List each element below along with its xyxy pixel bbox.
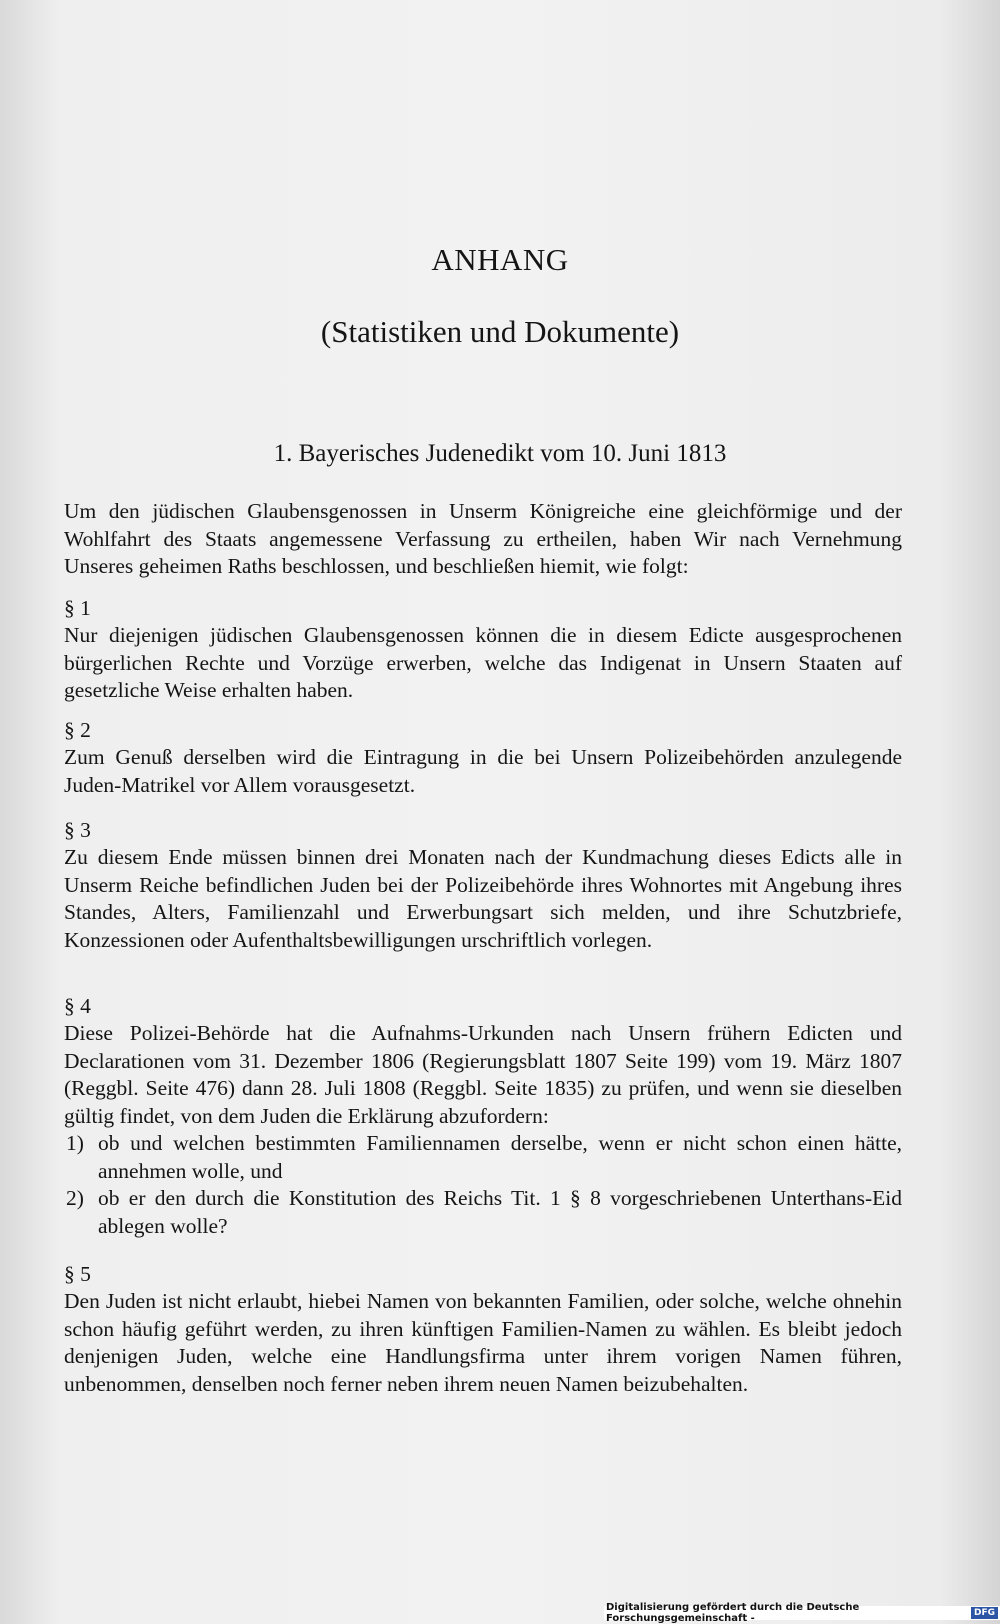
section-mark-2: § 2	[64, 718, 91, 742]
intro-paragraph: Um den jüdischen Glaubensgenossen in Unserm Königreiche eine gleichförmige und der Wohlfahrt des Staats angemessene Verfassung zu ertheilen, haben Wir nach Vernehmung Unseres geheimen Raths beschlossen, und beschließen hiemit, wie folgt:	[64, 499, 902, 578]
page-subtitle: (Statistiken und Dokumente)	[320, 314, 680, 349]
section-mark-5: § 5	[64, 1262, 91, 1286]
section-mark-4: § 4	[64, 994, 91, 1018]
list-item	[66, 1185, 902, 1240]
list-item-text: ob er den durch die Konstitution des Reichs Tit. 1 § 8 vorgeschriebenen Unterthans-Eid ablegen wolle?	[98, 1186, 902, 1238]
page-title: ANHANG	[431, 242, 569, 277]
list-item-text: ob und welchen bestimmten Familiennamen derselbe, wenn er nicht schon einen hätte, annehmen wolle, und	[98, 1131, 902, 1183]
footer-text: Digitalisierung gefördert durch die Deutsche Forschungsgemeinschaft -	[606, 1602, 860, 1624]
digitization-footer	[604, 1602, 1000, 1624]
paragraph-1-text: Nur diejenigen jüdischen Glaubensgenossen können die in diesem Edicte ausgesprochenen bürgerlichen Rechte und Vorzüge erwerben, welche das Indigenat in Unsern Staaten auf gesetzliche Weise erhalten haben.	[64, 623, 902, 702]
list-item	[66, 1130, 902, 1185]
section-mark-1: § 1	[64, 596, 91, 620]
dfg-logo-icon: DFG	[971, 1607, 998, 1619]
paragraph-2-text: Zum Genuß derselben wird die Eintragung in die bei Unsern Polizeibehörden anzulegende Juden-Matrikel vor Allem vorausgesetzt.	[64, 745, 902, 797]
paragraph-4-text: Diese Polizei-Behörde hat die Aufnahms-Urkunden nach Unsern frühern Edicten und Declarationen vom 31. Dezember 1806 (Regierungsblatt 1807 Seite 199) vom 19. März 1807 (Reggbl. Seite 476) dann 28. Juli 1808 (Reggbl. Seite 1835) zu prüfen, und wenn sie dieselben gültig findet, von dem Juden die Erklärung abzufordern:	[64, 1021, 902, 1128]
section-heading: 1. Bayerisches Judenedikt vom 10. Juni 1813	[273, 440, 727, 467]
section-mark-3: § 3	[64, 818, 91, 842]
list-item-number: 2)	[66, 1186, 84, 1210]
list-item-number: 1)	[66, 1131, 84, 1155]
paragraph-3-text: Zu diesem Ende müssen binnen drei Monaten nach der Kundmachung dieses Edicts alle in Unserm Reiche befindlichen Juden bei der Polizeibehörde ihres Wohnortes mit Angebung ihres Standes, Alters, Familienzahl und Erwerbungsart sich melden, und ihre Schutzbriefe, Konzessionen oder Aufenthaltsbewilligungen urschriftlich vorlegen.	[64, 845, 902, 952]
paragraph-5-text: Den Juden ist nicht erlaubt, hiebei Namen von bekannten Familien, oder solche, welche ohnehin schon häufig geführt werden, zu ihren künftigen Familien-Namen zu wählen. Es bleibt jedoch denjenigen Juden, welche eine Handlungsfirma unter ihrem vorigen Namen führen, unbenommen, denselben noch ferner neben ihrem neuen Namen beizubehalten.	[64, 1289, 902, 1396]
paragraph-4-list	[66, 1130, 902, 1240]
